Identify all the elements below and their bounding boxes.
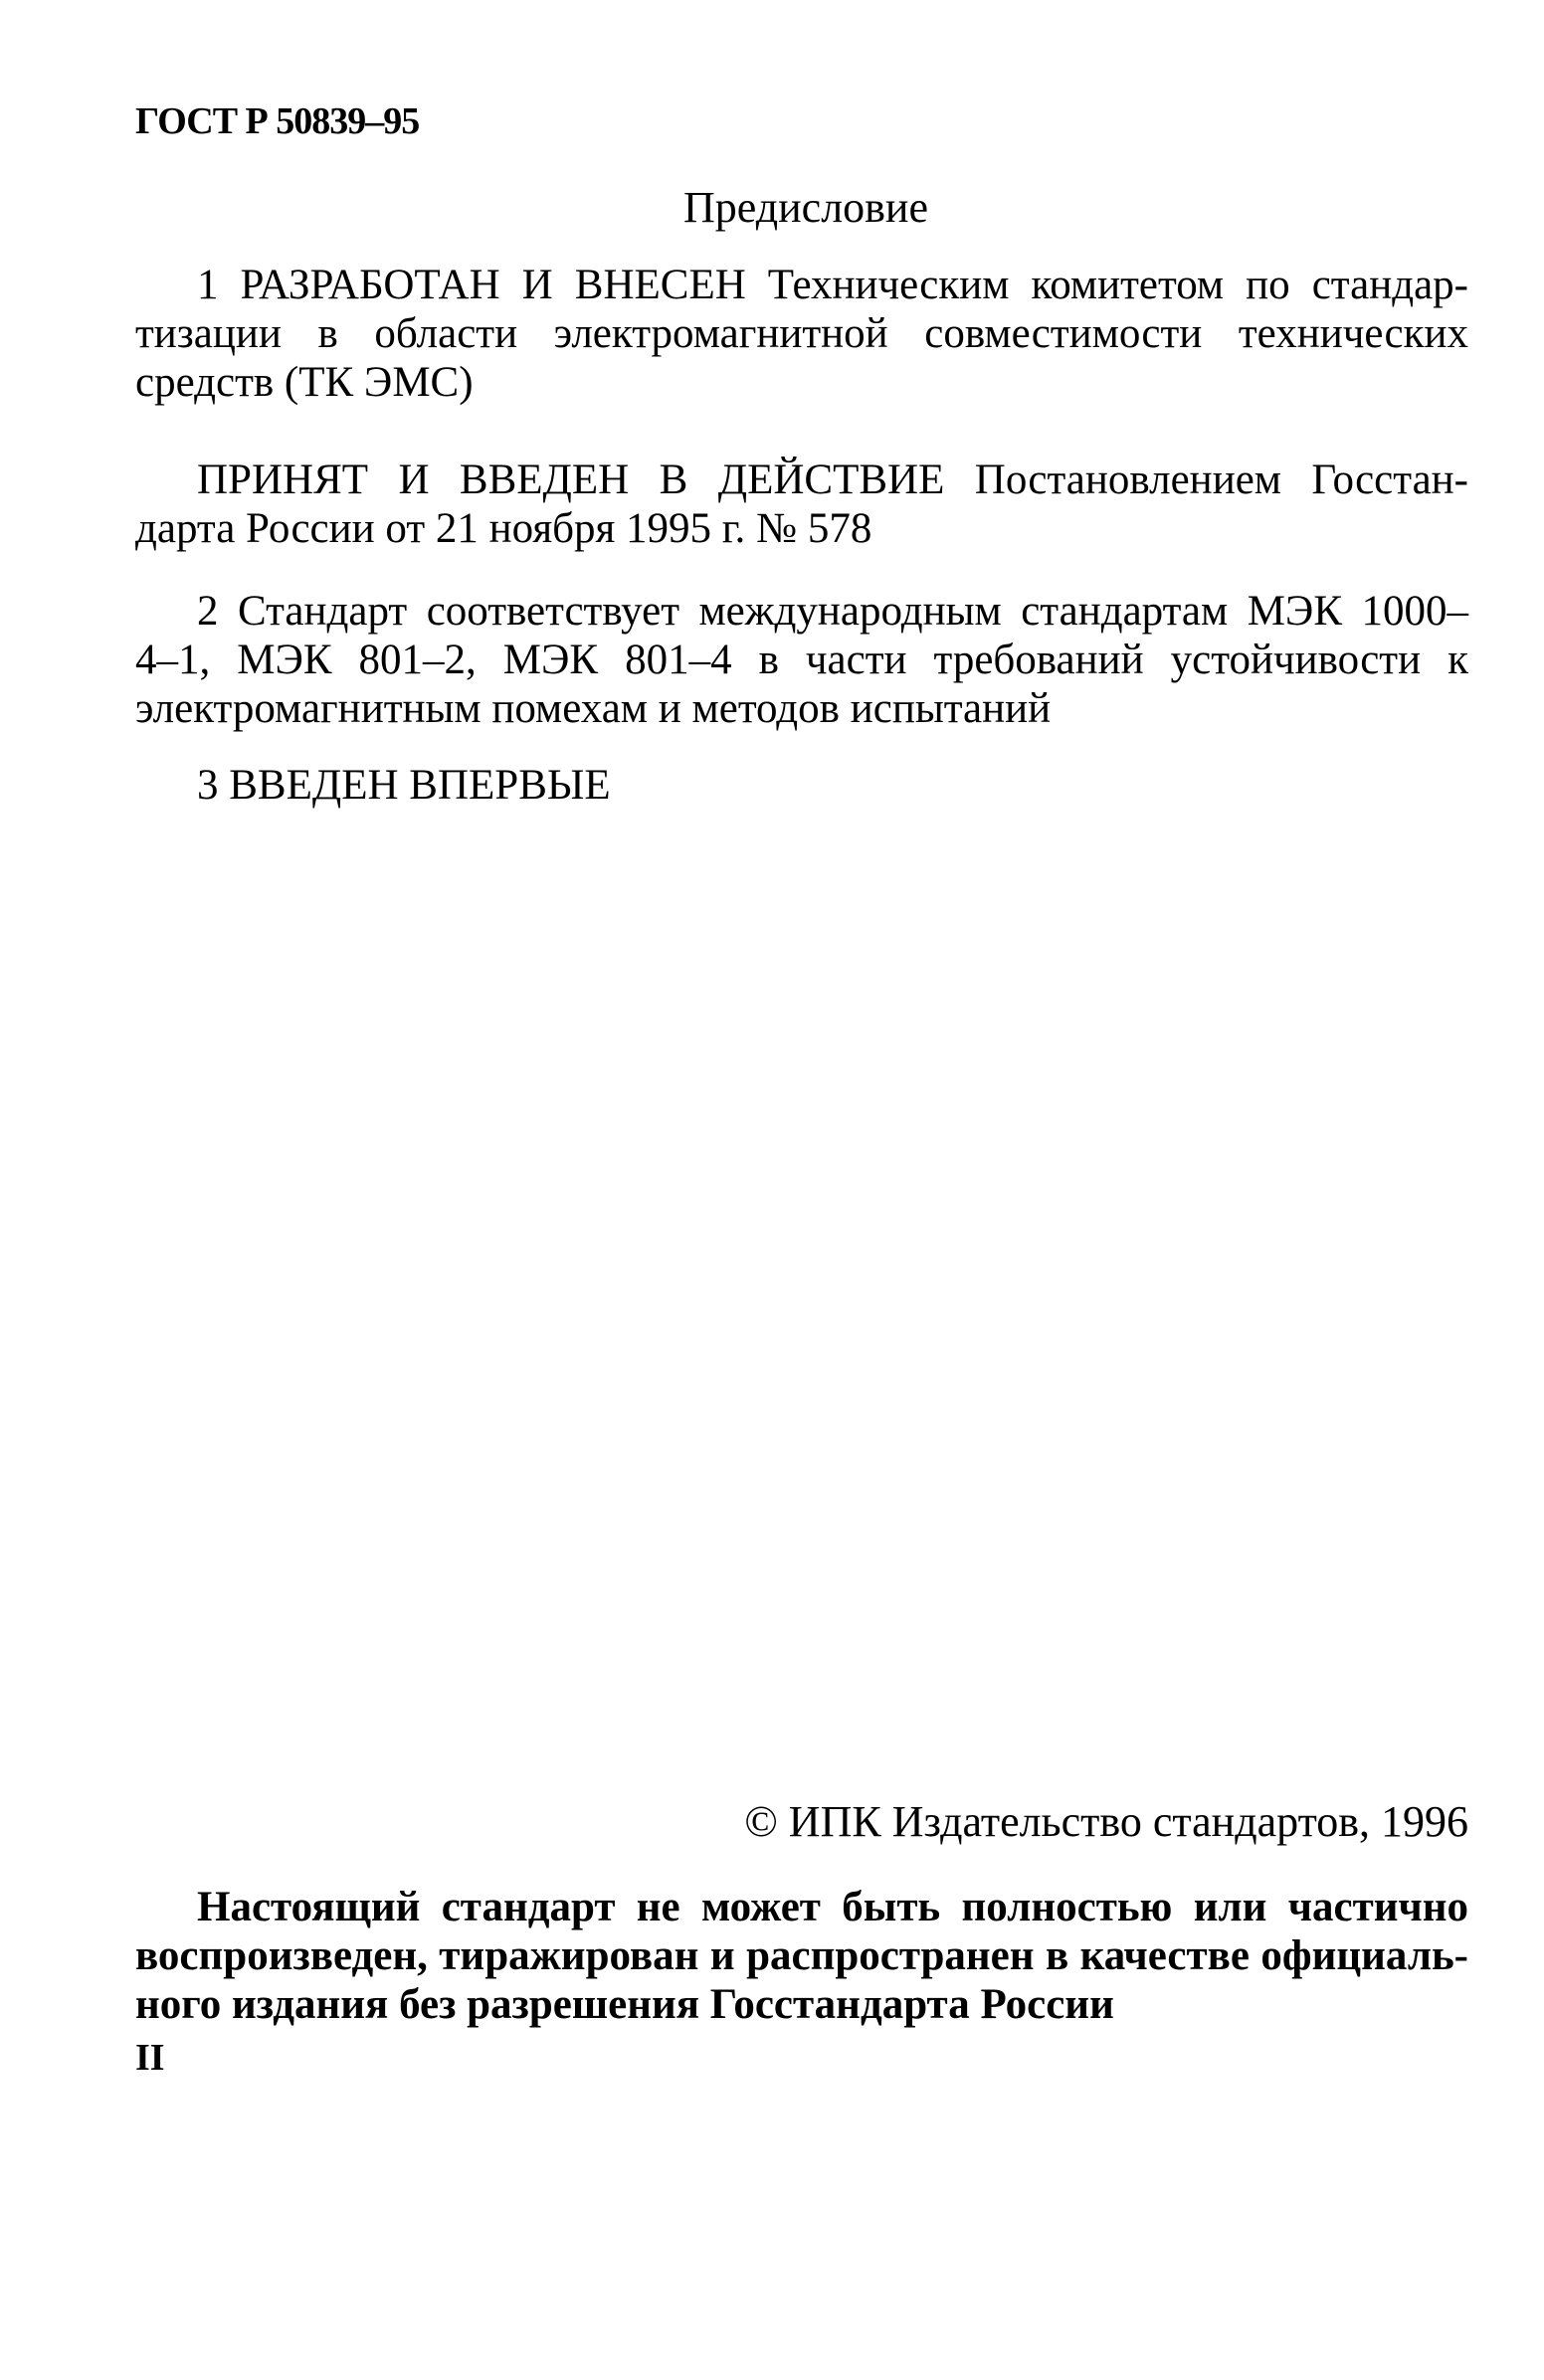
copyright-notice: © ИПК Издательство стандартов, 1996 (744, 1797, 1468, 1846)
text-line: средств (ТК ЭМС) (135, 359, 474, 406)
text-line: 3 ВВЕДЕН ВПЕРВЫЕ (197, 762, 611, 809)
text-line: 2 Стандарт соответствует международным стандартам МЭК 1000– (197, 588, 1468, 635)
text-line: 1 РАЗРАБОТАН И ВНЕСЕН Техническим комитетом по стандар- (197, 262, 1468, 308)
page-number: II (135, 2037, 165, 2079)
text-line: Настоящий стандарт не может быть полностью или частично (197, 1884, 1468, 1930)
paragraph-first-introduced (135, 761, 1468, 810)
text-line: ного издания без разрешения Госстандарта России (135, 1981, 1114, 2028)
text-line: 4–1, МЭК 801–2, МЭК 801–4 в части требований устойчивости к (135, 637, 1468, 683)
reproduction-notice (135, 1883, 1468, 2029)
paragraph-compliance (135, 587, 1468, 733)
document-header: ГОСТ Р 50839–95 (135, 100, 420, 142)
text-line: дарта России от 21 ноября 1995 г. № 578 (135, 505, 872, 552)
page-title: Предисловие (683, 183, 928, 232)
paragraph-developed-by (135, 261, 1468, 407)
text-line: тизации в области электромагнитной совместимости технических (135, 310, 1468, 357)
paragraph-adopted (135, 456, 1468, 553)
text-line: воспроизведен, тиражирован и распространен в качестве официаль- (135, 1932, 1468, 1979)
text-line: электромагнитным помехам и методов испытаний (135, 685, 1052, 732)
text-line: ПРИНЯТ И ВВЕДЕН В ДЕЙСТВИЕ Постановлением Госстан- (197, 457, 1468, 503)
